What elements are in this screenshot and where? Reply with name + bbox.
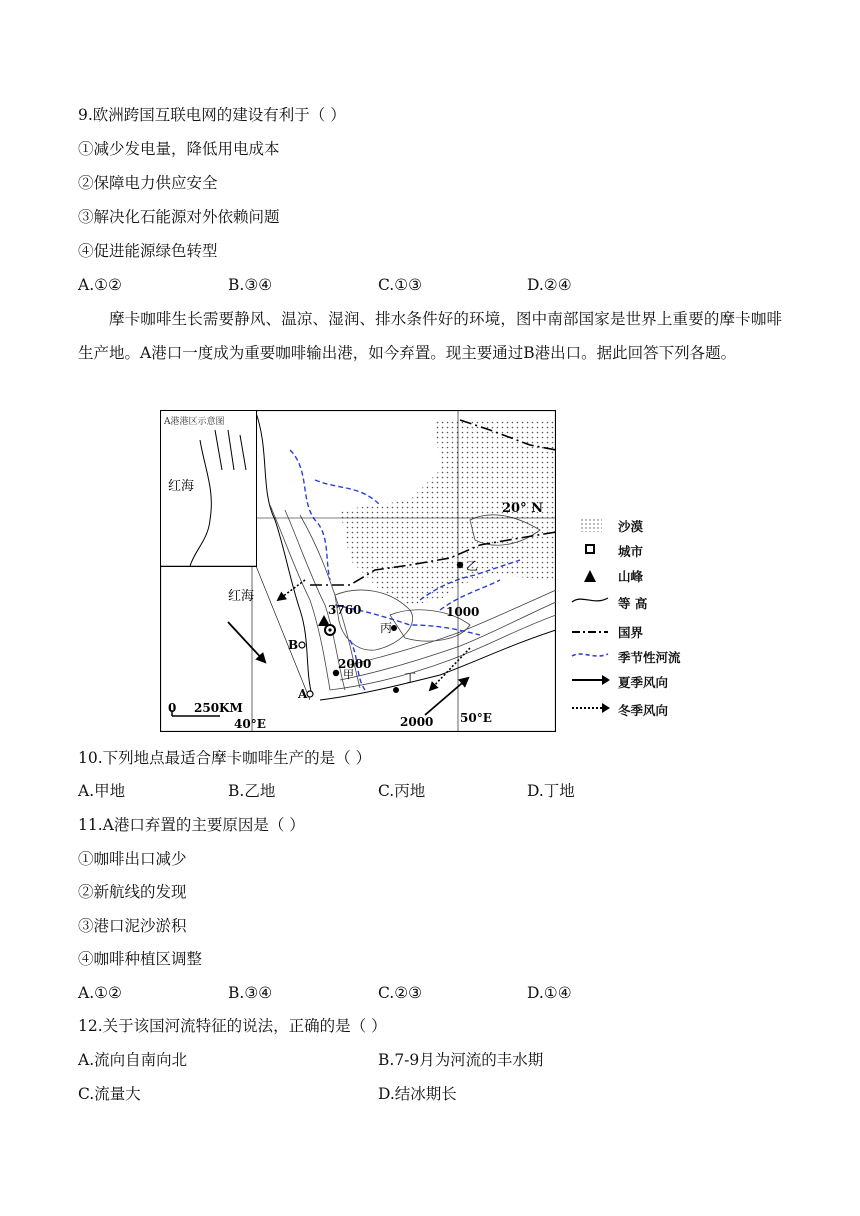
legend-border: 国界 <box>618 625 644 640</box>
q10-stem: 10.下列地点最适合摩卡咖啡生产的是（ ） <box>78 749 372 767</box>
lon-40e-label: 40°E <box>234 717 266 731</box>
q9-option-d: D.②④ <box>527 276 572 294</box>
map-legend <box>568 510 718 720</box>
q12-option-a: A.流向自南向北 <box>78 1051 188 1069</box>
q10-option-b: B.乙地 <box>228 782 276 800</box>
q9-stem: 9.欧洲跨国互联电网的建设有利于（ ） <box>78 106 346 124</box>
red-sea-label: 红海 <box>228 589 255 604</box>
legend-river-icon <box>572 654 608 656</box>
city-ding-icon <box>393 687 399 693</box>
legend-winter-wind: 冬季风向 <box>618 703 669 718</box>
label-jia: 甲 <box>343 668 354 681</box>
q12-options-row-2 <box>78 1084 798 1104</box>
q11-option-a: A.①② <box>78 984 122 1002</box>
q9-item-4: ④促进能源绿色转型 <box>78 242 218 260</box>
q11-option-d: D.①④ <box>527 984 572 1002</box>
inset-red-sea: 红海 <box>168 479 195 494</box>
label-yi: 乙 <box>466 559 479 573</box>
q9-item-1: ①减少发电量，降低用电成本 <box>78 140 280 158</box>
legend-peak-icon <box>584 570 596 582</box>
port-b-icon <box>299 642 305 648</box>
q11-item-2: ②新航线的发现 <box>78 883 187 901</box>
q9-options <box>78 275 798 295</box>
inset-title: A港港区示意图 <box>164 417 225 427</box>
q9-option-b: B.③④ <box>228 276 273 294</box>
q11-option-b: B.③④ <box>228 984 273 1002</box>
lon-50e-label: 50°E <box>460 711 492 725</box>
q10-option-c: C.丙地 <box>378 782 426 800</box>
legend-summer-wind: 夏季风向 <box>618 675 669 690</box>
q11-item-4: ④咖啡种植区调整 <box>78 950 203 968</box>
q10-option-d: D.丁地 <box>527 782 575 800</box>
label-ding: 丁 <box>404 671 417 685</box>
legend-city-icon <box>586 545 594 553</box>
city-jia-icon <box>333 670 339 676</box>
scale-label: 250KM <box>194 701 243 715</box>
port-a-label: A <box>298 687 308 701</box>
legend-contour-icon <box>572 598 608 602</box>
legend-desert-icon <box>580 518 602 532</box>
q11-options <box>78 983 798 1003</box>
q12-option-d: D.结冰期长 <box>378 1085 457 1103</box>
q9-option-a: A.①② <box>78 276 122 294</box>
lat-20n-label: 20° N <box>502 501 543 516</box>
q12-option-c: C.流量大 <box>78 1085 141 1103</box>
q11-option-c: C.②③ <box>378 984 423 1002</box>
q12-stem: 12.关于该国河流特征的说法，正确的是（ ） <box>78 1017 387 1035</box>
legend-city: 城市 <box>618 544 644 559</box>
q9-item-3: ③解决化石能源对外依赖问题 <box>78 208 280 226</box>
q11-item-3: ③港口泥沙淤积 <box>78 917 187 935</box>
legend-desert: 沙漠 <box>618 519 644 534</box>
q9-option-c: C.①③ <box>378 276 423 294</box>
legend-seasonal-river: 季节性河流 <box>618 650 681 665</box>
region-map <box>160 410 556 732</box>
q12-options-row-1 <box>78 1050 798 1070</box>
q12-option-b: B.7-9月为河流的丰水期 <box>378 1051 544 1069</box>
port-b-label: B <box>288 638 299 652</box>
passage: 摩卡咖啡生长需要静风、温凉、湿润、排水条件好的环境，图中南部国家是世界上重要的摩卡咖啡生产地。A港口一度成为重要咖啡输出港，如今弃置。现主要通过B港出口。据此回答下列各题。 <box>78 310 782 362</box>
q10-options <box>78 781 798 801</box>
legend-peak: 山峰 <box>618 569 644 584</box>
q11-stem: 11.A港口弃置的主要原因是（ ） <box>78 816 305 834</box>
contour-2000-a: 2000 <box>338 657 372 671</box>
contour-2000-b: 2000 <box>400 715 434 729</box>
legend-contour: 等 高 <box>618 596 648 611</box>
legend-symbols <box>568 510 616 720</box>
city-yi-icon <box>457 562 463 568</box>
scale-zero: 0 <box>168 701 177 715</box>
q10-option-a: A.甲地 <box>78 782 126 800</box>
port-a-inset <box>161 411 257 567</box>
contour-1000: 1000 <box>446 605 480 619</box>
q11-item-1: ①咖啡出口减少 <box>78 850 187 868</box>
label-bing: 丙 <box>380 621 393 635</box>
peak-elevation: 3760 <box>328 603 362 617</box>
port-a-icon <box>307 691 313 697</box>
q9-item-2: ②保障电力供应安全 <box>78 174 218 192</box>
